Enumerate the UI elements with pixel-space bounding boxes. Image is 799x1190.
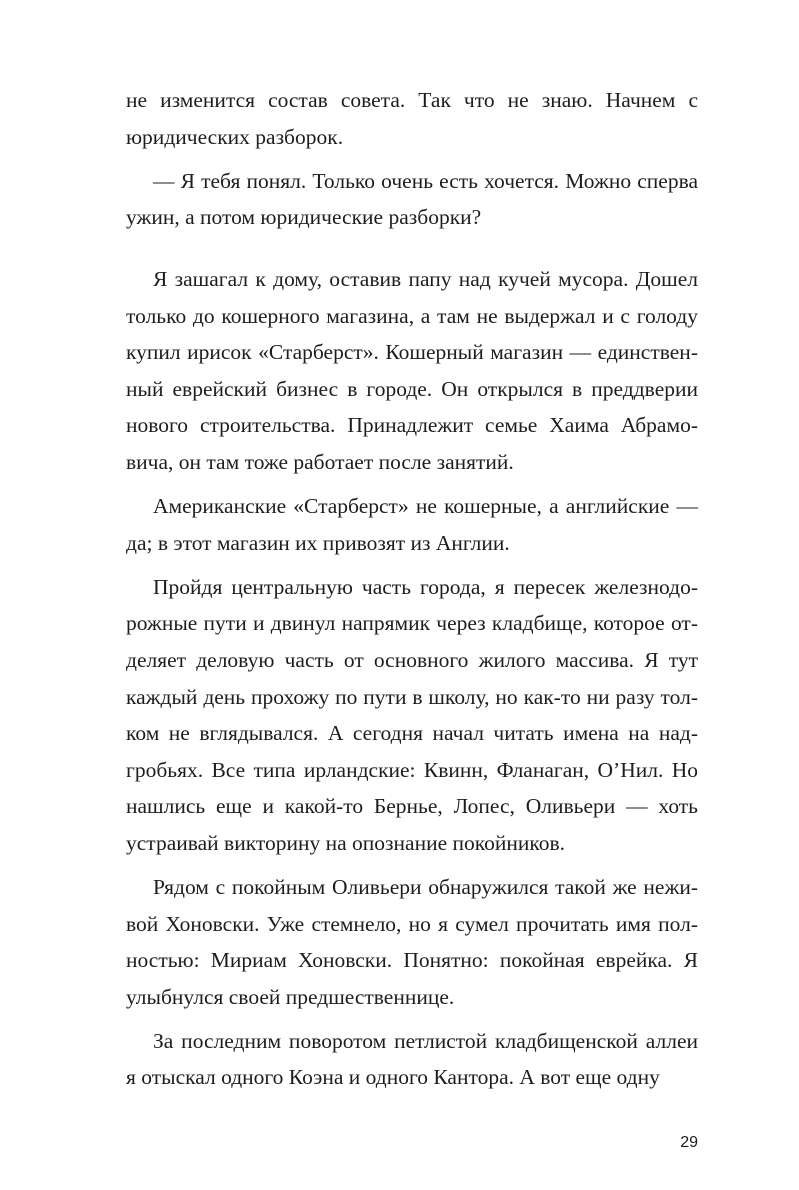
paragraph: Пройдя центральную часть города, я пересек железнодорожные пути и двинул напрямик через кладбище, которое отделяет деловую часть от основного жилого массива. Я тут каждый день прохожу по пути в школу, но как-то ни разу толком не вглядывался. А сегодня начал читать имена на надгробьях. Все типа ирландские: Квинн, Фланаган, О’Нил. Но нашлись еще и какой-то Бернье, Лопес, Оливьери — хоть устраивай викторину на опознание покойников. (126, 574, 698, 855)
paragraph-dialogue: — Я тебя понял. Только очень есть хочется. Можно сперва ужин, а потом юридические разборки? (126, 168, 698, 230)
paragraph: Я зашагал к дому, оставив папу над кучей мусора. Дошел только до кошерного магазина, а там не выдержал и с голоду купил ирисок «Старберст». Кошерный магазин — единственный еврейский бизнес в городе. Он открылся в преддверии нового строительства. Принадлежит семье Хаима Абрамовича, он там тоже работает после занятий. (126, 267, 698, 474)
paragraph-continued: не изменится состав совета. Так что не знаю. Начнем с юридических разборок. (126, 88, 698, 149)
text-block-top (126, 82, 698, 243)
text-block-main (126, 261, 698, 1104)
paragraph: Американские «Старберст» не кошерные, а английские — да; в этот магазин их привозят из Англии. (126, 494, 698, 555)
paragraph: Рядом с покойным Оливьери обнаружился такой же неживой Хоновски. Уже стемнело, но я сумел прочитать имя полностью: Мириам Хоновски. Понятно: покойная еврейка. Я улыбнулся своей предшественнице. (126, 875, 698, 1009)
page-number: 29 (680, 1134, 698, 1151)
paragraph: За последним поворотом петлистой кладбищенской аллеи я отыскал одного Коэна и одного Кантора. А вот еще одну (126, 1028, 698, 1090)
